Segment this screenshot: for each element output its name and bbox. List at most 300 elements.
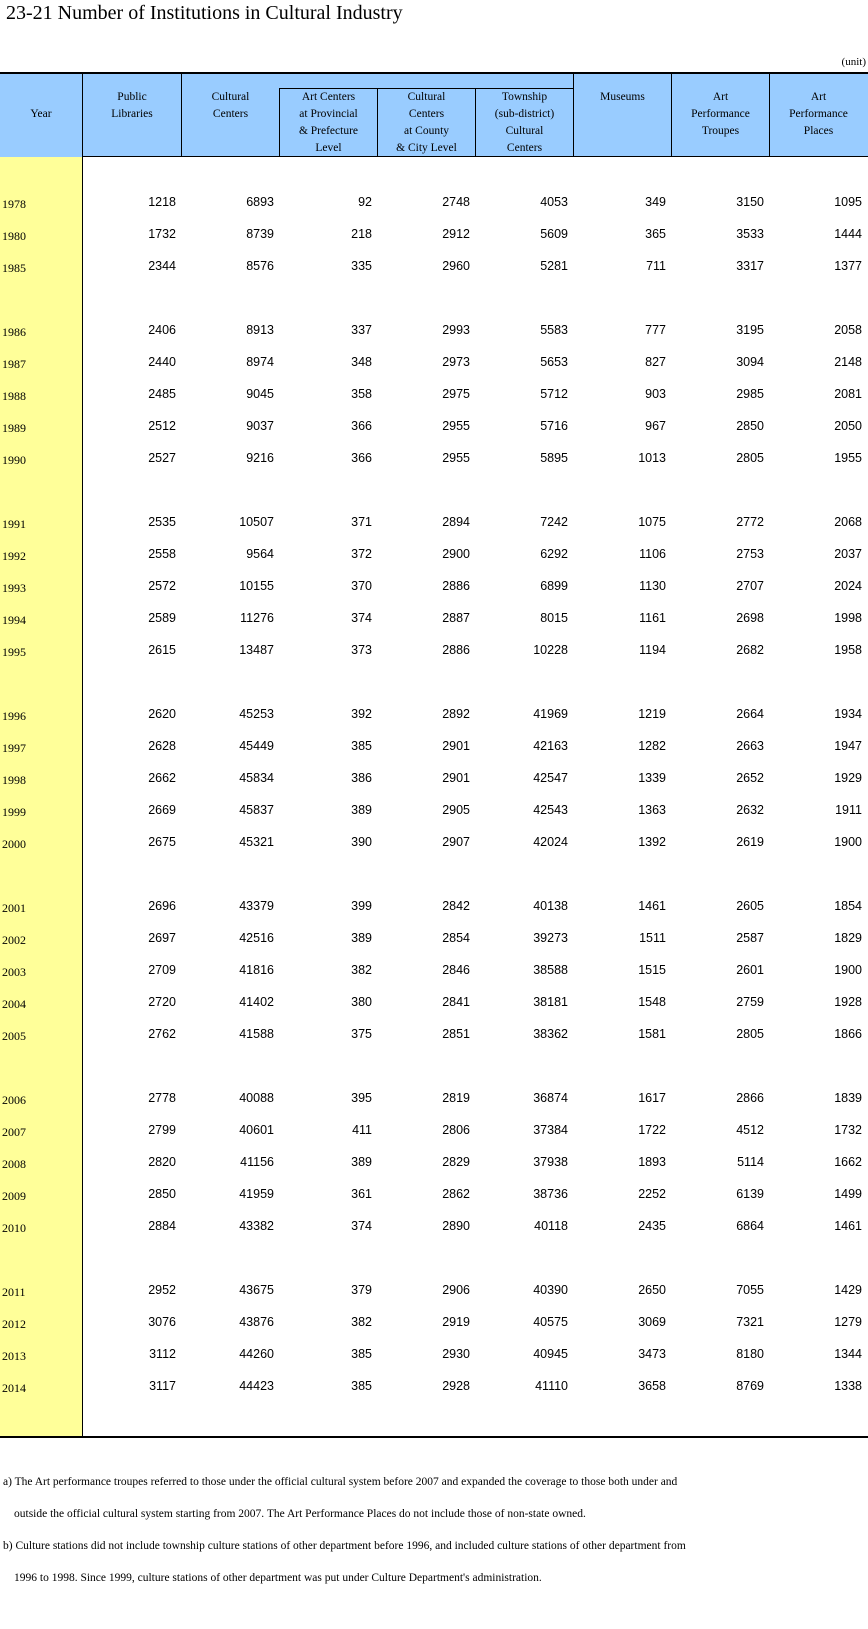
value-cell: 2919 [442,1315,470,1329]
value-cell: 2081 [834,387,862,401]
value-cell: 335 [351,259,372,273]
year-cell: 2006 [2,1093,26,1107]
value-cell: 374 [351,611,372,625]
year-cell: 1980 [2,229,26,243]
year-cell: 1995 [2,645,26,659]
value-cell: 37384 [533,1123,568,1137]
value-cell: 349 [645,195,666,209]
value-cell: 1854 [834,899,862,913]
value-cell: 382 [351,1315,372,1329]
value-cell: 399 [351,899,372,913]
value-cell: 390 [351,835,372,849]
value-cell: 2440 [148,355,176,369]
value-cell: 1839 [834,1091,862,1105]
value-cell: 2252 [638,1187,666,1201]
value-cell: 5712 [540,387,568,401]
value-cell: 1377 [834,259,862,273]
value-cell: 1282 [638,739,666,753]
value-cell: 7242 [540,515,568,529]
value-cell: 1929 [834,771,862,785]
value-cell: 3069 [638,1315,666,1329]
value-cell: 1662 [834,1155,862,1169]
table-row [0,611,868,631]
value-cell: 385 [351,739,372,753]
value-cell: 2485 [148,387,176,401]
value-cell: 218 [351,227,372,241]
value-cell: 2344 [148,259,176,273]
value-cell: 11276 [240,611,274,625]
header-divider [573,74,574,157]
value-cell: 2572 [148,579,176,593]
header-museums: Museums [600,91,645,103]
table-row [0,1187,868,1207]
table-row [0,259,868,279]
value-cell: 1338 [834,1379,862,1393]
value-cell: 827 [645,355,666,369]
table-bottom-rule [0,1436,868,1438]
value-cell: 1218 [148,195,176,209]
value-cell: 38588 [533,963,568,977]
value-cell: 9216 [246,451,274,465]
value-cell: 1900 [834,835,862,849]
value-cell: 382 [351,963,372,977]
year-cell: 2008 [2,1157,26,1171]
unit-label: (unit) [841,56,866,68]
value-cell: 1732 [834,1123,862,1137]
value-cell: 2850 [736,419,764,433]
table-row [0,579,868,599]
year-cell: 2004 [2,997,26,1011]
year-cell: 2005 [2,1029,26,1043]
value-cell: 5895 [540,451,568,465]
value-cell: 2512 [148,419,176,433]
value-cell: 41816 [239,963,274,977]
value-cell: 41110 [535,1379,568,1393]
value-cell: 967 [645,419,666,433]
value-cell: 2805 [736,1027,764,1041]
value-cell: 1866 [834,1027,862,1041]
value-cell: 2866 [736,1091,764,1105]
value-cell: 43379 [239,899,274,913]
footnote-a-line1: a) The Art performance troupes referred to those under the official cultural system before 2007 and expanded the coverage to those both under and [3,1476,678,1488]
value-cell: 1893 [638,1155,666,1169]
header-township-centers: Township (sub-district) Cultural Centers [494,91,555,154]
value-cell: 3533 [736,227,764,241]
value-cell: 3317 [736,259,764,273]
value-cell: 389 [351,931,372,945]
value-cell: 2886 [442,579,470,593]
value-cell: 386 [351,771,372,785]
value-cell: 1461 [638,899,666,913]
value-cell: 2887 [442,611,470,625]
value-cell: 41959 [239,1187,274,1201]
value-cell: 2697 [148,931,176,945]
footnote-a-line2: outside the official cultural system starting from 2007. The Art Performance Places do not include those of non-state owned. [14,1508,586,1520]
value-cell: 2955 [442,451,470,465]
value-cell: 373 [351,643,372,657]
value-cell: 45449 [239,739,274,753]
value-cell: 6864 [736,1219,764,1233]
value-cell: 2698 [736,611,764,625]
year-cell: 2009 [2,1189,26,1203]
value-cell: 2772 [736,515,764,529]
table-row [0,1027,868,1047]
value-cell: 1095 [834,195,862,209]
value-cell: 10155 [239,579,274,593]
value-cell: 370 [351,579,372,593]
year-cell: 2001 [2,901,26,915]
year-cell: 1997 [2,741,26,755]
value-cell: 2632 [736,803,764,817]
value-cell: 8180 [736,1347,764,1361]
year-cell: 1993 [2,581,26,595]
value-cell: 2696 [148,899,176,913]
value-cell: 2851 [442,1027,470,1041]
value-cell: 1958 [834,643,862,657]
footnote-b-line1: b) Culture stations did not include township culture stations of other department before 1996, and included culture stations of other department from [3,1540,686,1552]
value-cell: 1344 [834,1347,862,1361]
table-row [0,1347,868,1367]
value-cell: 42163 [533,739,568,753]
value-cell: 41156 [240,1155,274,1169]
year-cell: 2010 [2,1221,26,1235]
table-row [0,515,868,535]
value-cell: 2652 [736,771,764,785]
value-cell: 45834 [239,771,274,785]
value-cell: 2829 [442,1155,470,1169]
value-cell: 42543 [533,803,568,817]
header-county-centers: Cultural Centers at County & City Level [396,91,457,154]
table-row [0,323,868,343]
value-cell: 2850 [148,1187,176,1201]
table-row [0,931,868,951]
table-row [0,227,868,247]
value-cell: 1363 [638,803,666,817]
value-cell: 2662 [148,771,176,785]
year-cell: 1989 [2,421,26,435]
value-cell: 2587 [736,931,764,945]
value-cell: 411 [352,1123,372,1137]
value-cell: 1998 [834,611,862,625]
value-cell: 395 [351,1091,372,1105]
value-cell: 379 [351,1283,372,1297]
value-cell: 2955 [442,419,470,433]
value-cell: 40575 [533,1315,568,1329]
value-cell: 1219 [638,707,666,721]
value-cell: 389 [351,1155,372,1169]
value-cell: 7321 [736,1315,764,1329]
value-cell: 40945 [533,1347,568,1361]
header-public-libraries: Public Libraries [111,91,153,120]
value-cell: 1911 [835,803,862,817]
value-cell: 8015 [540,611,568,625]
value-cell: 5716 [540,419,568,433]
value-cell: 3117 [149,1379,176,1393]
value-cell: 45321 [239,835,274,849]
value-cell: 2620 [148,707,176,721]
value-cell: 1130 [639,579,666,593]
value-cell: 42516 [239,931,274,945]
value-cell: 2628 [148,739,176,753]
value-cell: 8913 [246,323,274,337]
year-cell: 1986 [2,325,26,339]
value-cell: 3112 [149,1347,176,1361]
year-cell: 1987 [2,357,26,371]
value-cell: 10507 [239,515,274,529]
value-cell: 2890 [442,1219,470,1233]
value-cell: 2707 [736,579,764,593]
value-cell: 9045 [246,387,274,401]
value-cell: 2148 [834,355,862,369]
year-cell: 2013 [2,1349,26,1363]
year-cell: 1988 [2,389,26,403]
value-cell: 337 [351,323,372,337]
value-cell: 2854 [442,931,470,945]
value-cell: 6899 [540,579,568,593]
value-cell: 2669 [148,803,176,817]
value-cell: 41588 [239,1027,274,1041]
value-cell: 2973 [442,355,470,369]
year-cell: 2007 [2,1125,26,1139]
year-cell: 1996 [2,709,26,723]
value-cell: 1515 [638,963,666,977]
value-cell: 3150 [736,195,764,209]
table-row [0,1315,868,1335]
year-cell: 1999 [2,805,26,819]
value-cell: 777 [645,323,666,337]
value-cell: 9037 [246,419,274,433]
value-cell: 385 [351,1347,372,1361]
value-cell: 2805 [736,451,764,465]
value-cell: 44260 [239,1347,274,1361]
value-cell: 6893 [246,195,274,209]
value-cell: 372 [351,547,372,561]
page-title: 23-21 Number of Institutions in Cultural Industry [6,2,403,24]
value-cell: 2778 [148,1091,176,1105]
header-cultural-centers: Cultural Centers [211,91,250,120]
year-cell: 1985 [2,261,26,275]
value-cell: 3658 [638,1379,666,1393]
year-cell: 1990 [2,453,26,467]
value-cell: 40601 [239,1123,274,1137]
value-cell: 366 [351,419,372,433]
table-row [0,963,868,983]
value-cell: 8739 [246,227,274,241]
value-cell: 2709 [148,963,176,977]
value-cell: 1194 [639,643,666,657]
header-art-centers: Art Centers at Provincial & Prefecture Level [298,91,359,154]
value-cell: 2799 [148,1123,176,1137]
value-cell: 358 [351,387,372,401]
value-cell: 4053 [540,195,568,209]
value-cell: 1392 [638,835,666,849]
value-cell: 2720 [148,995,176,1009]
year-column-background [0,157,83,1436]
value-cell: 365 [645,227,666,241]
table-row [0,995,868,1015]
value-cell: 374 [351,1219,372,1233]
value-cell: 2558 [148,547,176,561]
value-cell: 2993 [442,323,470,337]
value-cell: 2037 [834,547,862,561]
value-cell: 3473 [638,1347,666,1361]
value-cell: 38362 [533,1027,568,1041]
value-cell: 380 [351,995,372,1009]
value-cell: 8769 [736,1379,764,1393]
year-cell: 2002 [2,933,26,947]
value-cell: 40390 [533,1283,568,1297]
value-cell: 2841 [442,995,470,1009]
value-cell: 5114 [737,1155,764,1169]
value-cell: 2960 [442,259,470,273]
value-cell: 42024 [533,835,568,849]
value-cell: 2928 [442,1379,470,1393]
table-row [0,1379,868,1399]
value-cell: 1279 [834,1315,862,1329]
table-row [0,419,868,439]
value-cell: 2842 [442,899,470,913]
value-cell: 2050 [834,419,862,433]
value-cell: 8974 [246,355,274,369]
year-cell: 1994 [2,613,26,627]
table-row [0,355,868,375]
value-cell: 371 [351,515,372,529]
value-cell: 92 [358,195,372,209]
value-cell: 8576 [246,259,274,273]
value-cell: 1429 [834,1283,862,1297]
value-cell: 375 [351,1027,372,1041]
value-cell: 2068 [834,515,862,529]
year-cell: 2003 [2,965,26,979]
value-cell: 45837 [239,803,274,817]
value-cell: 1161 [639,611,666,625]
value-cell: 7055 [736,1283,764,1297]
value-cell: 2912 [442,227,470,241]
value-cell: 2820 [148,1155,176,1169]
year-cell: 1992 [2,549,26,563]
table-top-rule [0,72,868,74]
value-cell: 6292 [540,547,568,561]
value-cell: 2762 [148,1027,176,1041]
header-art-places: Art Performance Places [789,91,848,137]
value-cell: 4512 [736,1123,764,1137]
value-cell: 903 [645,387,666,401]
value-cell: 2930 [442,1347,470,1361]
value-cell: 2894 [442,515,470,529]
value-cell: 2884 [148,1219,176,1233]
value-cell: 2905 [442,803,470,817]
table-row [0,195,868,215]
value-cell: 2535 [148,515,176,529]
value-cell: 13487 [239,643,274,657]
header-bottom-rule [82,156,868,157]
value-cell: 40118 [534,1219,568,1233]
value-cell: 711 [646,259,666,273]
value-cell: 38181 [533,995,568,1009]
value-cell: 9564 [246,547,274,561]
table-row [0,1219,868,1239]
value-cell: 2819 [442,1091,470,1105]
value-cell: 2952 [148,1283,176,1297]
value-cell: 1928 [834,995,862,1009]
value-cell: 2906 [442,1283,470,1297]
value-cell: 39273 [533,931,568,945]
value-cell: 1617 [638,1091,666,1105]
table-row [0,547,868,567]
value-cell: 38736 [533,1187,568,1201]
table-row [0,707,868,727]
value-cell: 3195 [736,323,764,337]
value-cell: 1947 [834,739,862,753]
value-cell: 5583 [540,323,568,337]
year-cell: 2014 [2,1381,26,1395]
table-row [0,1283,868,1303]
value-cell: 1934 [834,707,862,721]
value-cell: 5653 [540,355,568,369]
value-cell: 2975 [442,387,470,401]
value-cell: 3076 [148,1315,176,1329]
value-cell: 2759 [736,995,764,1009]
value-cell: 2406 [148,323,176,337]
year-cell: 1978 [2,197,26,211]
value-cell: 10228 [533,643,568,657]
value-cell: 2985 [736,387,764,401]
value-cell: 3094 [736,355,764,369]
value-cell: 1013 [638,451,666,465]
header-year: Year [30,108,52,120]
table-row [0,739,868,759]
value-cell: 2846 [442,963,470,977]
value-cell: 2806 [442,1123,470,1137]
value-cell: 6139 [736,1187,764,1201]
table-row [0,451,868,471]
value-cell: 348 [351,355,372,369]
value-cell: 2619 [736,835,764,849]
value-cell: 2907 [442,835,470,849]
year-cell: 2000 [2,837,26,851]
value-cell: 40138 [533,899,568,913]
value-cell: 2901 [442,771,470,785]
value-cell: 43675 [239,1283,274,1297]
value-cell: 2650 [638,1283,666,1297]
value-cell: 43382 [239,1219,274,1233]
value-cell: 1444 [834,227,862,241]
value-cell: 42547 [533,771,568,785]
value-cell: 2664 [736,707,764,721]
value-cell: 1732 [148,227,176,241]
value-cell: 43876 [239,1315,274,1329]
table-row [0,803,868,823]
value-cell: 40088 [239,1091,274,1105]
value-cell: 2748 [442,195,470,209]
value-cell: 2024 [834,579,862,593]
value-cell: 41402 [239,995,274,1009]
table-row [0,771,868,791]
value-cell: 366 [351,451,372,465]
value-cell: 1955 [834,451,862,465]
year-cell: 1998 [2,773,26,787]
value-cell: 41969 [533,707,568,721]
value-cell: 2435 [638,1219,666,1233]
table-row [0,835,868,855]
value-cell: 2663 [736,739,764,753]
value-cell: 2901 [442,739,470,753]
value-cell: 385 [351,1379,372,1393]
value-cell: 389 [351,803,372,817]
table-row [0,1155,868,1175]
value-cell: 392 [351,707,372,721]
value-cell: 1900 [834,963,862,977]
